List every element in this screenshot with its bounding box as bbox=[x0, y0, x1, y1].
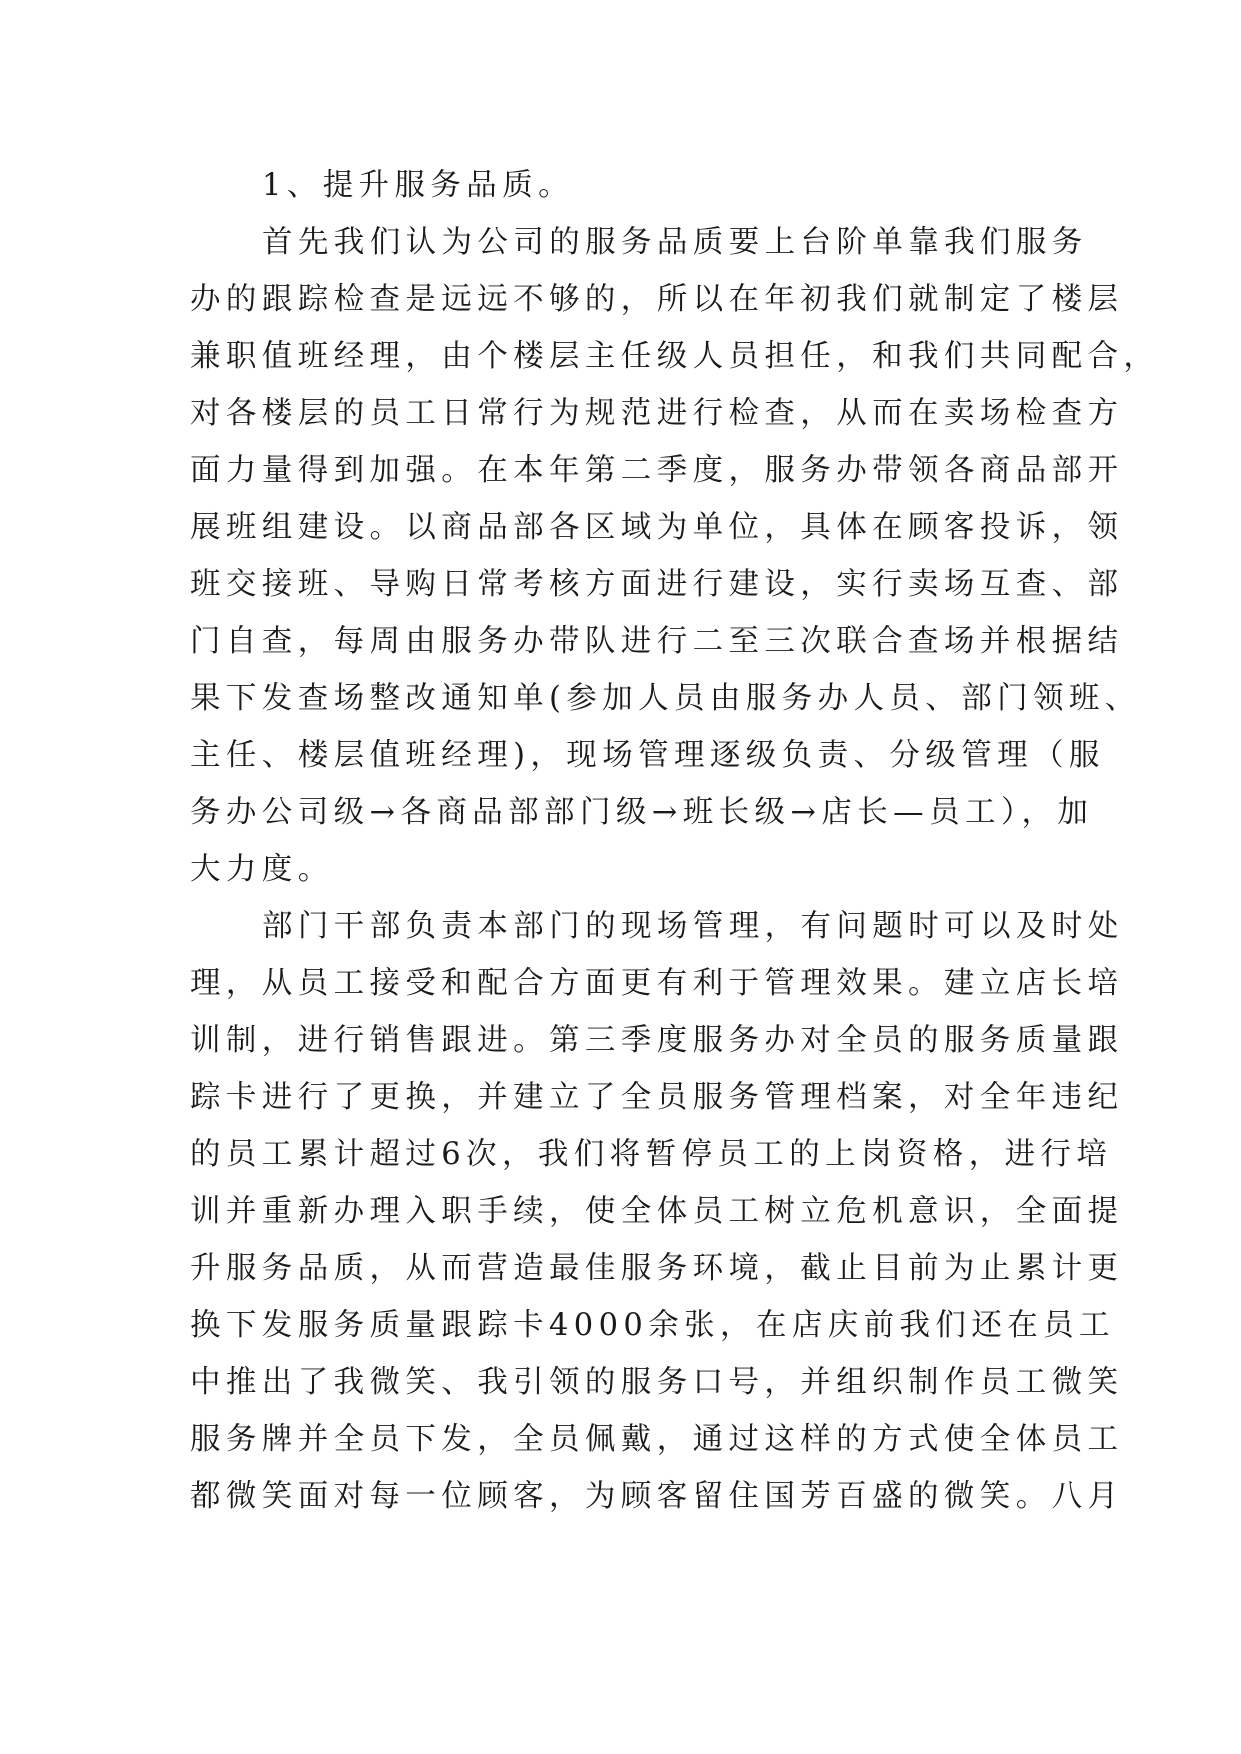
paragraph-line: 换下发服务质量跟踪卡4000余张，在店庆前我们还在员工 bbox=[190, 1308, 1115, 1343]
paragraph-line: 部门干部负责本部门的现场管理，有问题时可以及时处 bbox=[262, 909, 1124, 944]
paragraph-1 bbox=[190, 214, 1160, 898]
paragraph-line: 务办公司级→各商品部部门级→班长级→店长—员工），加 bbox=[190, 795, 1094, 830]
section-heading: 1、提升服务品质。 bbox=[262, 168, 575, 203]
paragraph-line: 大力度。 bbox=[190, 852, 334, 887]
paragraph-line: 班交接班、导购日常考核方面进行建设，实行卖场互查、部 bbox=[190, 567, 1124, 602]
paragraph-line: 面力量得到加强。在本年第二季度，服务办带领各商品部开 bbox=[190, 453, 1124, 488]
paragraph-line: 踪卡进行了更换，并建立了全员服务管理档案，对全年违纪 bbox=[190, 1080, 1124, 1115]
paragraph-line: 对各楼层的员工日常行为规范进行检查，从而在卖场检查方 bbox=[190, 396, 1124, 431]
paragraph-line: 首先我们认为公司的服务品质要上台阶单靠我们服务 bbox=[262, 225, 1088, 260]
paragraph-line: 都微笑面对每一位顾客，为顾客留住国芳百盛的微笑。八月 bbox=[190, 1479, 1124, 1514]
paragraph-line: 的员工累计超过6次，我们将暂停员工的上岗资格，进行培 bbox=[190, 1137, 1113, 1172]
paragraph-line: 兼职值班经理，由个楼层主任级人员担任，和我们共同配合， bbox=[190, 339, 1160, 374]
paragraph-line: 主任、楼层值班经理)，现场管理逐级负责、分级管理（服 bbox=[190, 738, 1105, 773]
paragraph-line: 中推出了我微笑、我引领的服务口号，并组织制作员工微笑 bbox=[190, 1365, 1124, 1400]
paragraph-line: 服务牌并全员下发，全员佩戴，通过这样的方式使全体员工 bbox=[190, 1422, 1124, 1457]
paragraph-line: 果下发查场整改通知单(参加人员由服务办人员、部门领班、 bbox=[190, 681, 1141, 716]
paragraph-line: 门自查，每周由服务办带队进行二至三次联合查场并根据结 bbox=[190, 624, 1124, 659]
paragraph-line: 展班组建设。以商品部各区域为单位，具体在顾客投诉，领 bbox=[190, 510, 1124, 545]
paragraph-line: 训制，进行销售跟进。第三季度服务办对全员的服务质量跟 bbox=[190, 1023, 1124, 1058]
paragraph-line: 理，从员工接受和配合方面更有利于管理效果。建立店长培 bbox=[190, 966, 1124, 1001]
paragraph-line: 升服务品质，从而营造最佳服务环境，截止目前为止累计更 bbox=[190, 1251, 1124, 1286]
document-body bbox=[190, 157, 1160, 1525]
paragraph-line: 办的跟踪检查是远远不够的，所以在年初我们就制定了楼层 bbox=[190, 282, 1124, 317]
paragraph-2 bbox=[190, 898, 1124, 1525]
paragraph-line: 训并重新办理入职手续，使全体员工树立危机意识，全面提 bbox=[190, 1194, 1124, 1229]
